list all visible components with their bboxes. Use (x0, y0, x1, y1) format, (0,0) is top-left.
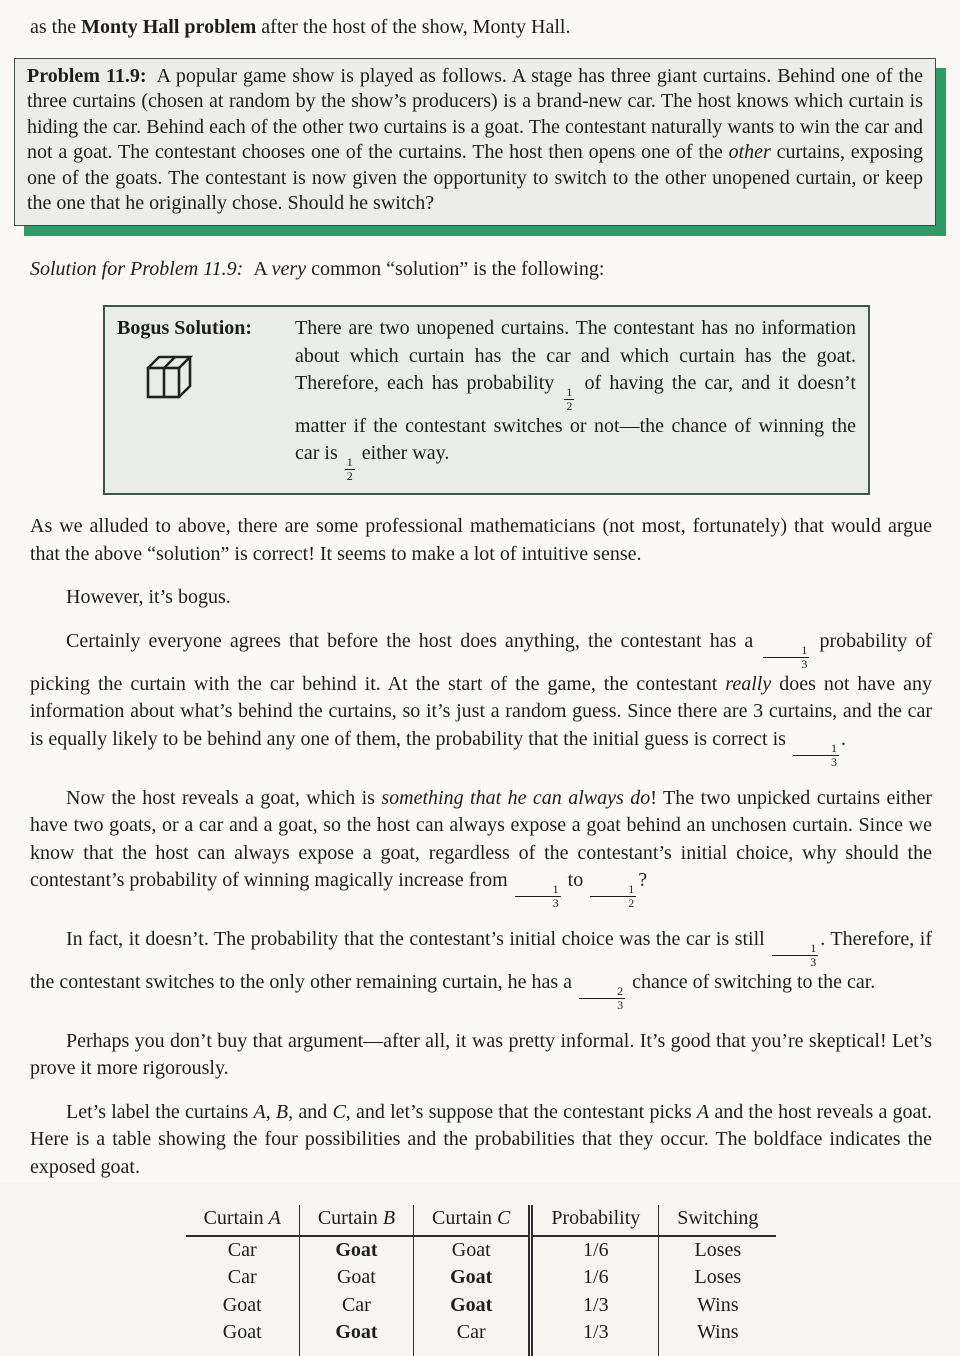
table-row (186, 1292, 777, 1320)
paragraph-certainly: Certainly everyone agrees that before the host does anything, the contestant has a $\frac{1}{3}$ probability of picking the curtain with the car behind it. At the start of the game, the contestant really does not have any information about what’s behind the curtains, so it’s just a random guess. Since there are 3 curtains, and the car is equally likely to be behind any one of them, the probability that the initial guess is correct is $\frac{1}{3}$ . (30, 629, 932, 769)
table-header-cell: Probability (531, 1205, 659, 1236)
bogus-solution-box (103, 305, 870, 495)
fraction: $\frac{1}{2}$ (566, 385, 573, 413)
spacer (30, 1083, 932, 1099)
table-cell: Goat (299, 1236, 413, 1265)
table-rule-extension-cell (414, 1347, 531, 1356)
table-row (186, 1319, 777, 1347)
solution-intro-line: Solution for Problem 11.9: A very common “solution” is the following: (30, 257, 605, 280)
table-header-cell: Switching (659, 1205, 777, 1236)
paragraph-in-fact: In fact, it doesn’t. The probability that the contestant’s initial choice was the car is still $\frac{1}{3}$ . Therefore, if the contestant switches to the only other remaining curtain, he has a $\frac{2}{3}$ chance of switching to the car. (30, 928, 932, 1012)
table-cell: Loses (694, 1238, 742, 1261)
table-rule-extension-cell (659, 1347, 777, 1356)
table-header-cell: Curtain B (299, 1205, 413, 1236)
fraction: $\frac{1}{3}$ (763, 644, 809, 671)
bogus-solution-text: There are two unopened curtains. The contestant has no information about which curtain has the car and which curtain has the goat. Therefore, each has probability $\frac{1}{2}$ of having the car, and it doesn’t matter if the contestant switches or not—the chance of winning the car is $\frac{1}{2}$ either way. (295, 317, 856, 484)
bogus-solution-label: Bogus Solution: (117, 317, 253, 339)
fraction: $\frac{1}{3}$ (793, 742, 839, 769)
possibilities-table (186, 1205, 777, 1356)
fraction: $\frac{2}{3}$ (579, 985, 625, 1012)
table-cell: Car (299, 1292, 413, 1320)
spacer (30, 910, 932, 926)
table-header-cell: Curtain C (414, 1205, 531, 1236)
spacer (30, 495, 932, 513)
table-header-row (186, 1205, 777, 1236)
fraction: $\frac{1}{3}$ (515, 883, 561, 910)
fraction: $\frac{1}{2}$ (590, 883, 636, 910)
table-cell: Car (186, 1264, 300, 1292)
fraction: $\frac{1}{3}$ (772, 942, 818, 969)
paragraph-alluded: As we alluded to above, there are some professional mathematicians (not most, fortunately) that would argue that the above “solution” is correct! It seems to make a lot of intuitive sense. (30, 515, 932, 565)
paragraph-intro: as the Monty Hall problem after the host of the show, Monty Hall. (30, 16, 571, 38)
table-cell: 1/3 (531, 1319, 659, 1347)
table-rule-extension-cell (186, 1347, 300, 1356)
paragraph-perhaps: Perhaps you don’t buy that argument—after all, it was pretty informal. It’s good that you’re skeptical! Let’s prove it more rigorously. (30, 1029, 932, 1080)
spacer (30, 568, 932, 584)
paragraph-however: However, it’s bogus. (66, 586, 231, 609)
problem-text: Problem 11.9: A popular game show is played as follows. A stage has three giant curtains. Behind one of the three curtains (chosen at random by the show’s producers) is a brand-new car. The host knows which curtain is hiding the car. Behind each of the other two curtains is a goat. The contestant naturally wants to win the car and not a goat. The contestant chooses one of the curtains. The host then opens one of the other curtains, exposing one of the goats. The contestant is now given the opportunity to switch to the other unopened curtain, or keep the one that he originally chose. Should he switch? (27, 64, 924, 214)
table-header-cell: Curtain A (186, 1205, 300, 1236)
table-row (186, 1264, 777, 1292)
open-box-icon (139, 351, 197, 401)
table-cell: Wins (697, 1321, 739, 1344)
spacer (30, 769, 932, 785)
table-cell: Goat (414, 1292, 531, 1320)
table-cell: Loses (694, 1266, 742, 1289)
table-rule-extension-cell (531, 1347, 659, 1356)
table-cell: Goat (299, 1319, 413, 1347)
table-cell: Goat (414, 1264, 531, 1292)
spacer (30, 1012, 932, 1028)
table-cell: Wins (697, 1293, 739, 1316)
table-cell: Goat (414, 1236, 531, 1265)
table-cell: Car (414, 1319, 531, 1347)
table-cell: 1/6 (531, 1264, 659, 1292)
table-cell: Goat (186, 1319, 300, 1347)
problem-box (14, 58, 936, 226)
bogus-label-column (117, 315, 295, 483)
table-cell: Car (186, 1236, 300, 1265)
table-row (186, 1236, 777, 1265)
table-cell: 1/6 (531, 1236, 659, 1265)
table-rule-extension-cell (299, 1347, 413, 1356)
table-cell: 1/3 (531, 1292, 659, 1320)
paragraph-label-curtains: Let’s label the curtains A, B, and C, and let’s suppose that the contestant picks A and the host reveals a goat. Here is a table showing the four possibilities and the probabilities that they occur. The boldface indicates the exposed goat. (30, 1100, 932, 1178)
paragraph-now-host: Now the host reveals a goat, which is something that he can always do! The two unpicked curtains either have two goats, or a car and a goat, so the host can always expose a goat behind an unchosen curtain. Since we know that the host can always expose a goat, regardless of the contestant’s initial choice, why should the contestant’s probability of winning magically increase from $\frac{1}{3}$ to $\frac{1}{2}$ ? (30, 786, 932, 911)
spacer (30, 612, 932, 628)
table-cell: Goat (299, 1264, 413, 1292)
table-cell: Goat (186, 1292, 300, 1320)
fraction: $\frac{1}{2}$ (346, 455, 353, 484)
table-rule-extension (186, 1347, 777, 1356)
